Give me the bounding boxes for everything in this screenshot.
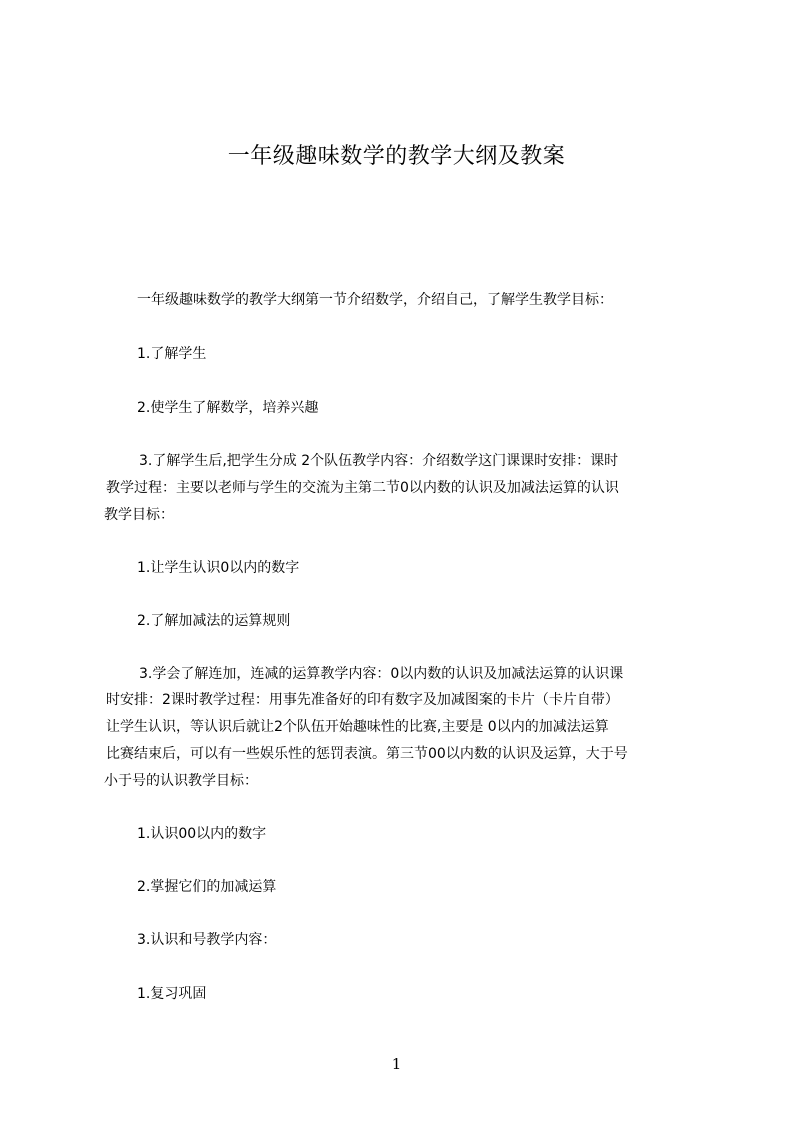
paragraph-line: 一年级趣味数学的教学大纲第一节介绍数学，介绍自己，了解学生教学目标： bbox=[137, 292, 613, 308]
paragraph-line: 让学生认识，等认识后就让2个队伍开始趣味性的比赛,主要是 0以内的加减法运算 bbox=[106, 719, 609, 735]
paragraph-line: 2.掌握它们的加减运算 bbox=[137, 879, 277, 895]
paragraph-line: 小于号的认识教学目标： bbox=[104, 773, 258, 789]
paragraph-line: 3.学会了解连加，连减的运算教学内容：0以内数的认识及加减法运算的认识课 bbox=[139, 666, 624, 682]
paragraph-line: 1.了解学生 bbox=[137, 346, 207, 362]
paragraph-line: 时安排：2课时教学过程：用事先准备好的印有数字及加减图案的卡片（卡片自带） bbox=[106, 692, 619, 708]
paragraph-line: 3.了解学生后,把学生分成 2个队伍教学内容：介绍数学这门课课时安排：课时 bbox=[139, 453, 619, 469]
paragraph-line: 比赛结束后，可以有一些娱乐性的惩罚表演。第三节00以内数的认识及运算，大于号 bbox=[106, 746, 628, 762]
paragraph-line: 教学目标： bbox=[104, 507, 174, 523]
paragraph-line: 1.复习巩固 bbox=[137, 986, 207, 1002]
paragraph-line: 2.使学生了解数学，培养兴趣 bbox=[137, 400, 319, 416]
paragraph-line: 3.认识和号教学内容： bbox=[137, 932, 277, 948]
page-number: 1 bbox=[391, 1055, 402, 1073]
paragraph-line: 2.了解加减法的运算规则 bbox=[137, 613, 291, 629]
paragraph-line: 1.让学生认识0以内的数字 bbox=[137, 560, 300, 576]
document-title: 一年级趣味数学的教学大纲及教案 bbox=[227, 144, 566, 169]
paragraph-line: 1.认识00以内的数字 bbox=[137, 826, 267, 842]
paragraph-line: 教学过程：主要以老师与学生的交流为主第二节0以内数的认识及加减法运算的认识 bbox=[106, 480, 619, 496]
